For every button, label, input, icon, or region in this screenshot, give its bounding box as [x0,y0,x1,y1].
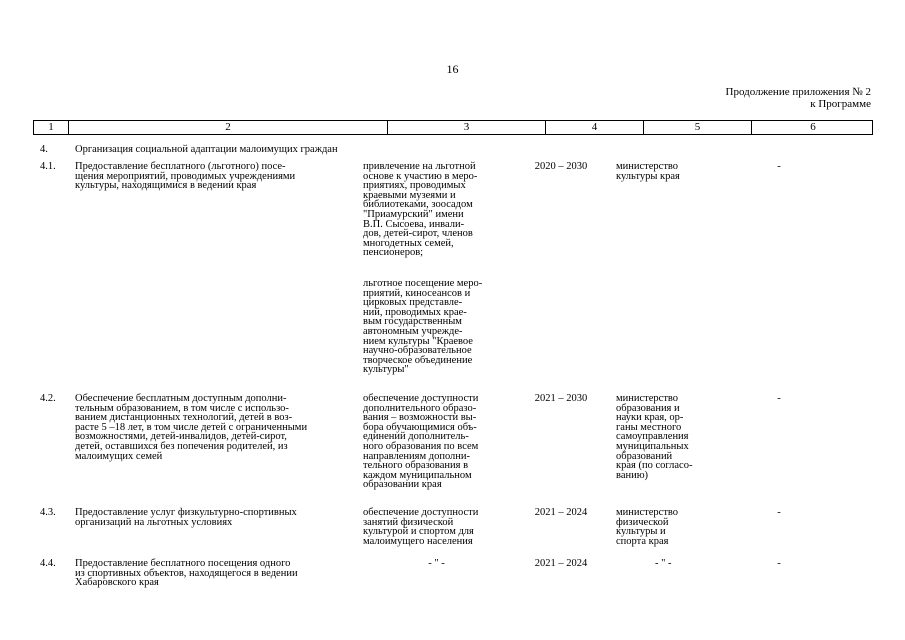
row-4-3-note: - [777,507,781,518]
row-4-3-period: 2021 – 2024 [534,507,588,518]
header-col-2: 2 [69,121,388,134]
table-header [33,120,873,135]
row-4-4-name: Предоставление бесплатного посещения одного из спортивных объектов, находящегося в ведении Хабаровского края [75,558,298,589]
row-4-2-result: обеспечение доступности дополнительного образо- вания – возможности вы- бора обучающимися объ- единений дополнитель- ного образования по всем направлениям дополни- тельного образования в каждом муниципальном образовании края [363,393,479,491]
header-col-6: 6 [810,121,816,133]
row-4-2-period: 2021 – 2030 [534,393,588,404]
row-4-1-result-2: льготное посещение меро- приятий, киносеансов и цирковых представле- ний, проводимых крае- вым государственным автономным учрежде- нием культуры "Краевое научно-образовательное творческое объединение культуры" [363,278,483,376]
row-4-2-name: Обеспечение бесплатным доступным дополни- тельным образованием, в том числе с использо- ванием дистанционных технологий, детей в воз- расте 5 –18 лет, в том числе детей с ограниченными возможностями, детей-инвалидов, детей-сирот, детей, оставшихся без попечения родителей, из малоимущих семей [75,393,308,462]
row-4-1-executor: министерство культуры края [616,161,680,182]
header-col-3: 3 [388,121,546,134]
row-4-4-note: - [777,558,781,569]
row-4-1-result: привлечение на льготной основе к участию в меро- приятиях, проводимых краевыми музеями и библиотеками, зоосадом "Приамурский" имени В.П. Сысоева, инвали- дов, детей-сирот, членов многодетных семей, пенсионеров; [363,161,478,259]
header-col-5: 5 [644,121,752,134]
section-title: Организация социальной адаптации малоимущих граждан [75,144,338,155]
row-4-1-name: Предоставление бесплатного (льготного) посе- щения мероприятий, проводимых учреждениями культуры, находящимися в ведении края [75,161,296,192]
row-4-3-result: обеспечение доступности занятий физической культурой и спортом для малоимущего населения [363,507,479,547]
row-4-1-number: 4.1. [40,161,56,172]
row-4-4-executor: - " - [655,558,672,569]
header-col-4: 4 [546,121,644,134]
row-4-1-note: - [777,161,781,172]
row-4-2-number: 4.2. [40,393,56,404]
row-4-2-executor: министерство образования и науки края, ор- ганы местного самоуправления муниципальных образований края (по согласо- ванию) [616,393,693,481]
row-4-3-executor: министерство физической культуры и спорта края [616,507,679,547]
row-4-4-period: 2021 – 2024 [534,558,588,569]
page-number: 16 [446,62,459,76]
row-4-1-period: 2020 – 2030 [534,161,588,172]
row-4-4-number: 4.4. [40,558,56,569]
header-col-1: 1 [34,121,69,134]
row-4-4-result: - " - [428,558,445,569]
row-4-3-name: Предоставление услуг физкультурно-спортивных организаций на льготных условиях [75,507,297,528]
row-4-3-number: 4.3. [40,507,56,518]
continuation-note: Продолжение приложения № 2 к Программе [725,86,871,110]
section-number: 4. [40,144,48,155]
row-4-2-note: - [777,393,781,404]
